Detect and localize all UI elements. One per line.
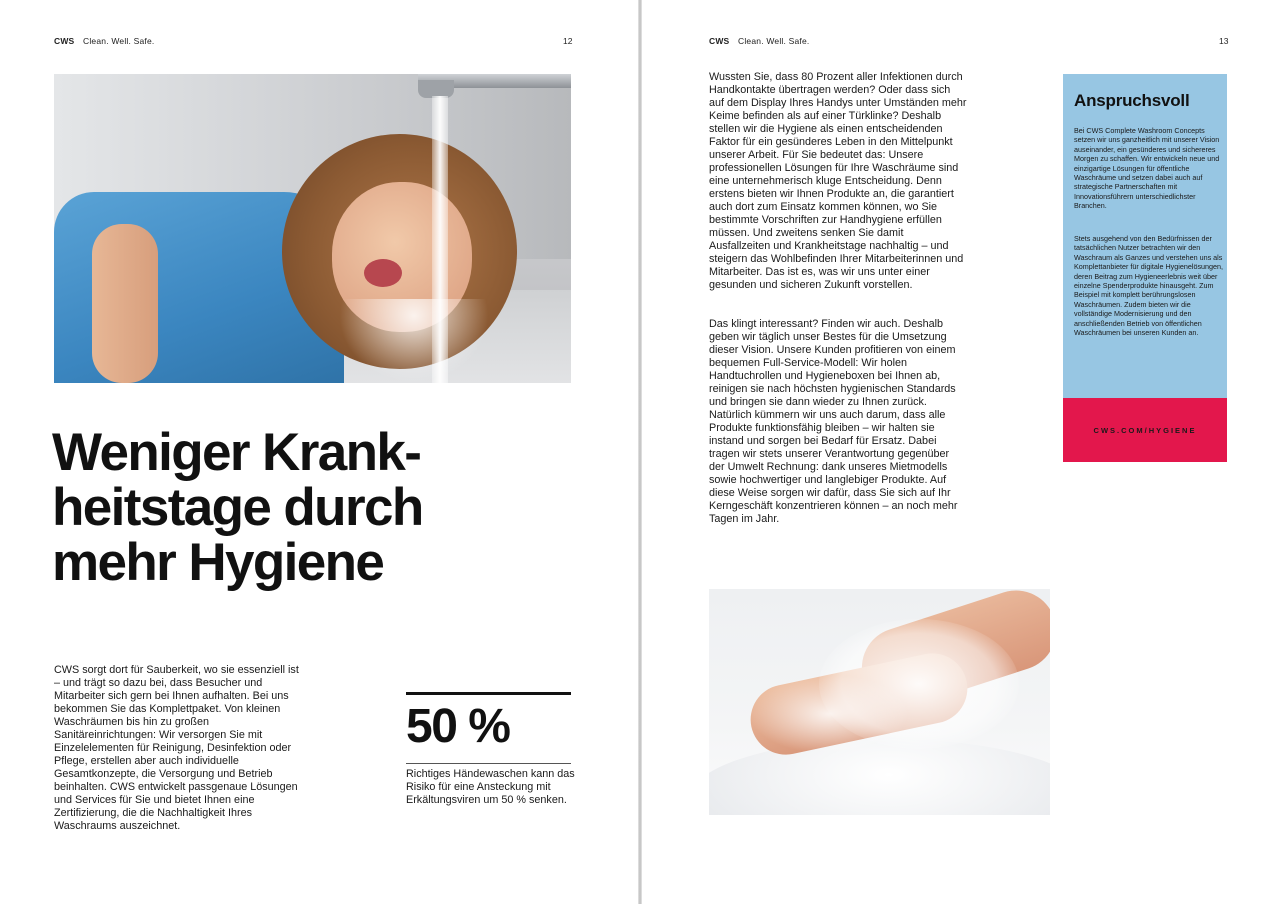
photo-splash: [339, 299, 489, 383]
photo-arm: [92, 224, 158, 383]
stat-rule-top: [406, 692, 571, 695]
body-paragraph: Wussten Sie, dass 80 Prozent aller Infektionen durch Handkontakte übertragen werden? Oder dass sich auf dem Display Ihres Handys unter Umständen mehr Keime befinden als auf einer Türklinke? Deshalb stellen wir die Hygiene als einen entscheidenden Faktor für ein gesünderes Leben in den Mittelpunkt unserer Arbeit. Für Sie bedeutet das: Unsere professionellen Lösungen für Ihre Waschräume sind eine unternehmerisch kluge Entscheidung. Denn erstens bieten wir Ihnen Produkte an, die garantiert auch dort zum Einsatz kommen können, wo Sie bestimmte Vorschriften zur Handhygiene erfüllen müssen. Und zweitens senken Sie damit Ausfallzeiten und Krankheitstage nachhaltig – und steigern das Wohlbefinden Ihrer Mitarbeiterinnen und Mitarbeiter. Das ist es, was wir uns unter einer gesunden und sicheren Zukunft vorstellen.: [709, 71, 967, 291]
headline-line: mehr Hygiene: [52, 533, 384, 592]
page-number-left: 12: [563, 36, 573, 46]
brand-name: CWS: [709, 36, 730, 46]
photo-foam: [749, 674, 909, 754]
stat-rule-bottom: [406, 763, 571, 764]
photo-mouth: [364, 259, 402, 287]
headline-line: heitstage durch: [52, 478, 423, 537]
running-header-right: [709, 36, 809, 46]
running-header-left: [54, 36, 154, 46]
photo-basin: [709, 739, 1050, 815]
website-link-banner[interactable]: [1063, 398, 1227, 462]
page-headline: [52, 425, 612, 590]
sidebar-box: [1063, 74, 1227, 398]
website-link-text[interactable]: CWS.COM/HYGIENE: [1093, 425, 1197, 435]
sidebar-paragraph: Stets ausgehend von den Bedürfnissen der tatsächlichen Nutzer betrachten wir den Waschraum als Ganzes und verstehen uns als Komplettanbieter für digitale Hygienelösungen, deren Beitrag zum Hygieneerlebnis weit über einzelne Spenderprodukte hinausgeht. Zum Beispiel mit komplett berührungslosen Waschräumen. Zudem bieten wir die vollständige Modernisierung und den anschließenden Betrieb von öffentlichen Waschräumen bei unseren Kunden an.: [1074, 234, 1224, 338]
brand-name: CWS: [54, 36, 75, 46]
right-page: [642, 0, 1280, 904]
stat-value: 50 %: [406, 700, 510, 753]
brand-tagline: Clean. Well. Safe.: [83, 36, 155, 46]
body-paragraph: Das klingt interessant? Finden wir auch. Deshalb geben wir täglich unser Bestes für die Umsetzung dieser Vision. Unsere Kunden profitieren von einem bequemen Full-Service-Modell: Wir holen Handtuchrollen und Hygieneboxen bei Ihnen ab, reinigen sie nach höchsten hygienischen Standards und bringen sie dann wieder zu Ihnen zurück. Natürlich kümmern wir uns auch darum, dass alle Produkte funktionsfähig bleiben – wir halten sie instand und sorgen bei Bedarf für Ersatz. Dabei tragen wir stets unserer Verantwortung gegenüber der Umwelt Rechnung: dank unseres Mietmodells sowie hochwertiger und langlebiger Produkte. Auf diese Weise sorgen wir dafür, dass Sie sich auf Ihr Kerngeschäft konzentrieren können – an noch mehr Tagen im Jahr.: [709, 318, 958, 525]
sidebar-paragraph: Bei CWS Complete Washroom Concepts setzen wir uns ganzheitlich mit unserer Vision auseinander, ein gesünderes und sichereres Morgen zu schaffen. Wir entwickeln neue und einzigartige Lösungen für öffentliche Waschräume und setzen dabei auch auf strategische Partnerschaften mit Innovationsführern unterschiedlichster Branchen.: [1074, 126, 1220, 211]
photo-hands-washing-icon: [709, 589, 1050, 815]
brand-tagline: Clean. Well. Safe.: [738, 36, 810, 46]
left-page: [0, 0, 638, 904]
photo-child-drinking-icon: [54, 74, 571, 383]
page-number-right: 13: [1219, 36, 1229, 46]
intro-paragraph: CWS sorgt dort für Sauberkeit, wo sie essenziell ist – und trägt so dazu bei, dass Besucher und Mitarbeiter sich gern bei Ihnen aufhalten. Bei uns bekommen Sie das Komplettpaket. Von kleinen Waschräumen bis hin zu großen Sanitäreinrichtungen: Wir versorgen Sie mit Einzelelementen für Reinigung, Desinfektion oder Pflege, erstellen aber auch individuelle Gesamtkonzepte, die Versorgung und Betrieb beinhalten. CWS entwickelt passgenaue Lösungen und Services für Sie und bietet Ihnen eine Zertifizierung, die die Nachhaltigkeit Ihres Waschraums auszeichnet.: [54, 664, 299, 832]
sidebar-title: Anspruchsvoll: [1074, 91, 1190, 110]
headline-line: Weniger Krank-: [52, 423, 421, 482]
stat-caption: Richtiges Händewaschen kann das Risiko für eine Ansteckung mit Erkältungsviren um 50 % senken.: [406, 768, 575, 806]
